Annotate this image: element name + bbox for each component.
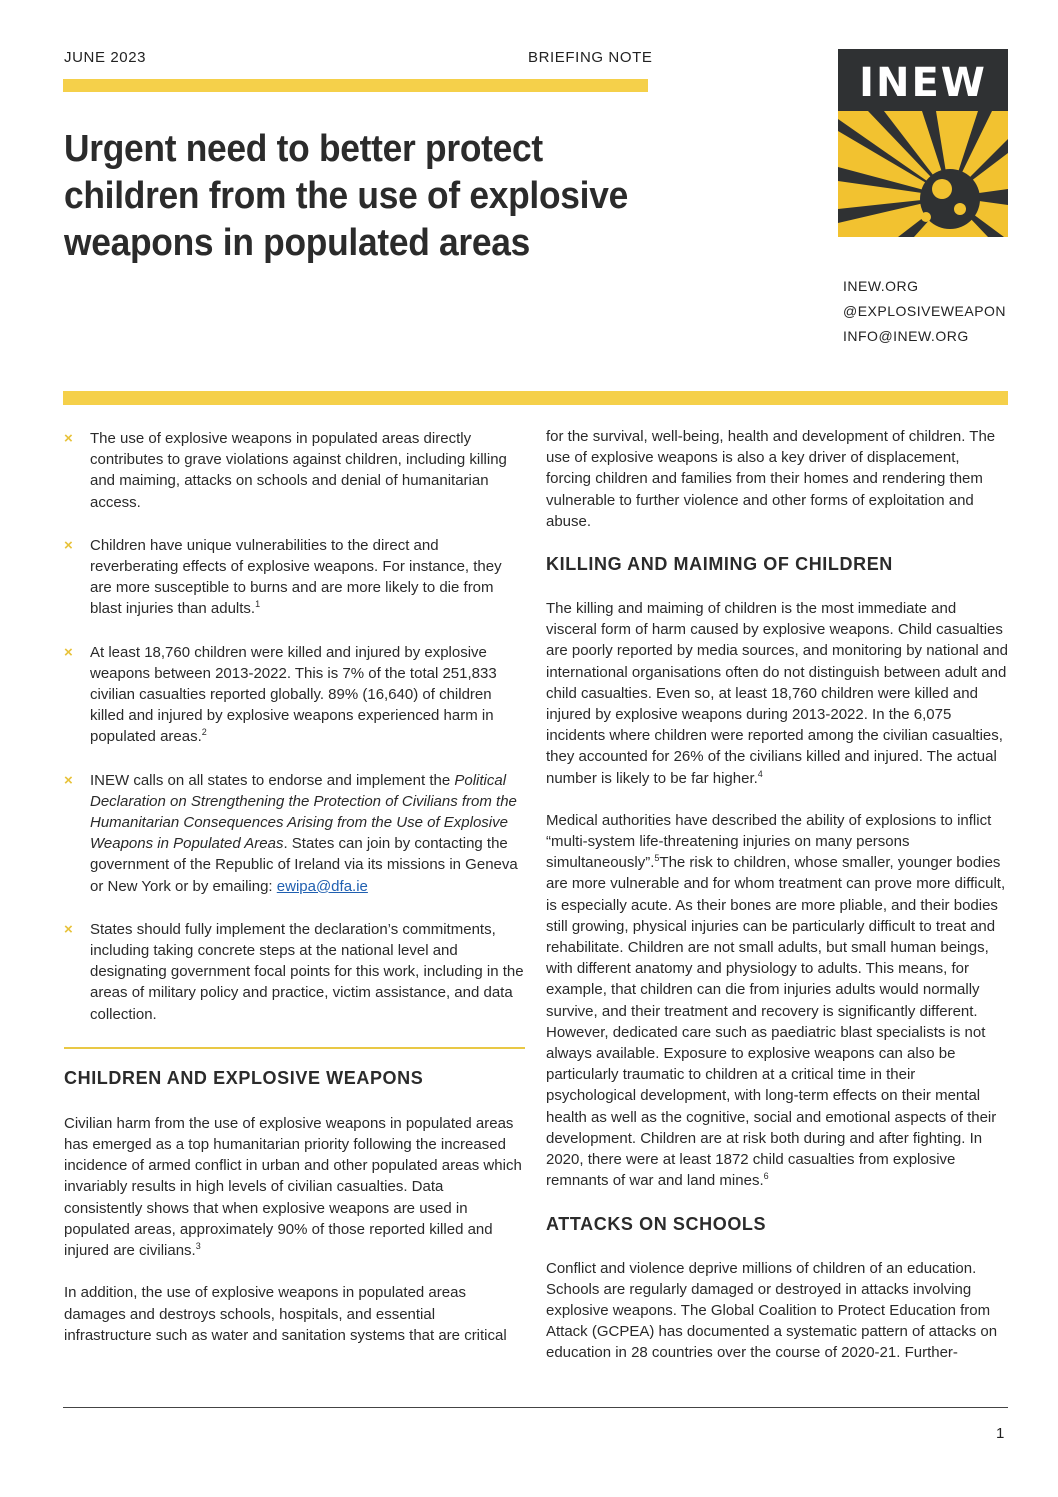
email-link[interactable]: INFO@INEW.ORG xyxy=(843,328,969,344)
contact-block xyxy=(843,274,1006,349)
paragraph: Civilian harm from the use of explosive weapons in populated areas has emerged as a top humanitarian priority following the increased incidence of armed conflict in urban and other populated areas which invariably results in high levels of civilian casualties. Data consistently shows that when explosive weapons are used in populated areas, approximately 90% of those reported killed and injured are civilians.$^3$ xyxy=(64,1114,522,1260)
page-number: 1 xyxy=(996,1425,1005,1442)
footnote-ref[interactable]: 3 xyxy=(195,1241,201,1252)
right-column xyxy=(546,426,1008,1385)
logo-text: INEW xyxy=(859,60,987,106)
inew-logo xyxy=(838,49,1008,237)
section-heading: KILLING AND MAIMING OF CHILDREN xyxy=(546,554,893,575)
section-rule xyxy=(63,391,1008,405)
doc-type-label: BRIEFING NOTE xyxy=(528,49,653,66)
twitter-handle[interactable]: @EXPLOSIVEWEAPON xyxy=(843,303,1007,319)
explosion-burst-icon xyxy=(838,111,1008,237)
declaration-title: Political Declaration on Strengthening the Protection of Civilians from the Humanitarian Consequences Arising from the Use of Explosive Weapons in Populated Areas xyxy=(90,771,517,853)
website-link[interactable]: INEW.ORG xyxy=(843,278,919,294)
footnote-ref[interactable]: 5 xyxy=(654,853,660,864)
footnote-ref[interactable]: 1 xyxy=(255,599,261,610)
title-line: weapons in populated areas xyxy=(64,222,531,264)
left-column xyxy=(64,428,524,1367)
title-line: Urgent need to better protect xyxy=(64,128,543,170)
paragraph: The killing and maiming of children is the most immediate and visceral form of harm caused by explosive weapons. Child casualties are poorly reported by media sources, and monitoring by national and international organisations often do not distinguish between adult and child casualties. Even so, at least 18,760 children were killed and injured by explosive weapons during 2013-2022. In the 6,075 incidents where children were reported among the civilian casualties, they accounted for 26% of the civilians killed and injured. The actual number is likely to be far higher.$^4$ xyxy=(546,600,1008,787)
ewipa-email-link[interactable]: ewipa@dfa.ie xyxy=(276,877,368,895)
paragraph: In addition, the use of explosive weapons in populated areas damages and destroys schools, hospitals, and essential infrastructure such as water and sanitation systems that are critical xyxy=(64,1284,507,1344)
key-point: × The use of explosive weapons in populated areas directly contributes to grave violations against children, including killing and maiming, attacks on schools and denial of humanitarian access. xyxy=(64,430,507,511)
x-bullet-icon: × xyxy=(64,643,73,661)
date-label: JUNE 2023 xyxy=(64,49,147,66)
x-bullet-icon: × xyxy=(64,771,73,789)
section-heading: ATTACKS ON SCHOOLS xyxy=(546,1213,767,1234)
footer-rule xyxy=(63,1407,1008,1408)
paragraph: Conflict and violence deprive millions of children of an education. Schools are regularly damaged or destroyed in attacks involving explosive weapons. The Global Coalition to Protect Education from Attack (GCPEA) has documented a systematic pattern of attacks on education in 28 countries over the course of 2020-21. Further- xyxy=(546,1259,998,1362)
footnote-ref[interactable]: 6 xyxy=(763,1171,769,1182)
key-point: × At least 18,760 children were killed and injured by explosive weapons between 2013-2022. This is 7% of the total 251,833 civilian casualties reported globally. 89% (16,640) of children killed and injured by explosive weapons experienced harm in populated areas.$^2$ xyxy=(64,643,497,746)
x-bullet-icon: × xyxy=(64,920,73,938)
key-point: × States should fully implement the declaration’s commitments, including taking concrete steps at the national level and designating government focal points for this work, including in the areas of military policy and practice, victim assistance, and data collection. xyxy=(64,920,524,1023)
page-title xyxy=(64,126,628,267)
footnote-ref[interactable]: 4 xyxy=(757,768,763,779)
title-line: children from the use of explosive xyxy=(64,175,628,217)
x-bullet-icon: × xyxy=(64,430,73,447)
footnote-ref[interactable]: 2 xyxy=(201,727,207,738)
section-heading: CHILDREN AND EXPLOSIVE WEAPONS xyxy=(64,1067,424,1088)
header-rule xyxy=(63,79,648,92)
paragraph: for the survival, well-being, health and development of children. The use of explosive weapons is also a key driver of displacement, forcing children and families from their homes and rendering them vulnerable to further violence and other forms of exploitation and abuse. xyxy=(546,428,996,530)
paragraph: Medical authorities have described the ability of explosions to inflict “multi-system life-threatening injuries on many persons simultaneously”.$^5$The risk to children, whose smaller, younger bodies are more vulnerable and for whom treatment can prove more difficult, is especially acute. As their bones are more pliable, and their bodies still growing, physical injuries can be particularly difficult to treat and rehabilitate. Children are not small adults, but small human beings, with different anatomy and physiology to adults. This means, for example, that children can die from injuries adults would normally survive, and their treatment and recovery is significantly different. However, dedicated care such as paediatric blast specialists is not always available. Exposure to explosive weapons can also be particularly traumatic to children at a critical time in their psychological development, with long-term effects on their mental health as well as the cognitive, social and emotional aspects of their development. Children are at risk both during and after fighting. In 2020, there were at least 1872 child casualties from explosive remnants of war and land mines.$^6$ xyxy=(546,811,1006,1190)
key-point: × INEW calls on all states to endorse and implement the Political Declaration on Strengthening the Protection of Civilians from the Humanitarian Consequences Arising from the Use of Explosive Weapons in Populated Areas. States can join by contacting the government of the Republic of Ireland via its missions in Geneva or New York or by emailing: ewipa@dfa.ie xyxy=(64,771,518,895)
divider xyxy=(64,1047,525,1049)
key-point: × Children have unique vulnerabilities to the direct and reverberating effects of explosive weapons. For instance, they are more susceptible to burns and are more likely to die from blast injuries than adults.$^1$ xyxy=(64,536,502,618)
x-bullet-icon: × xyxy=(64,536,73,554)
